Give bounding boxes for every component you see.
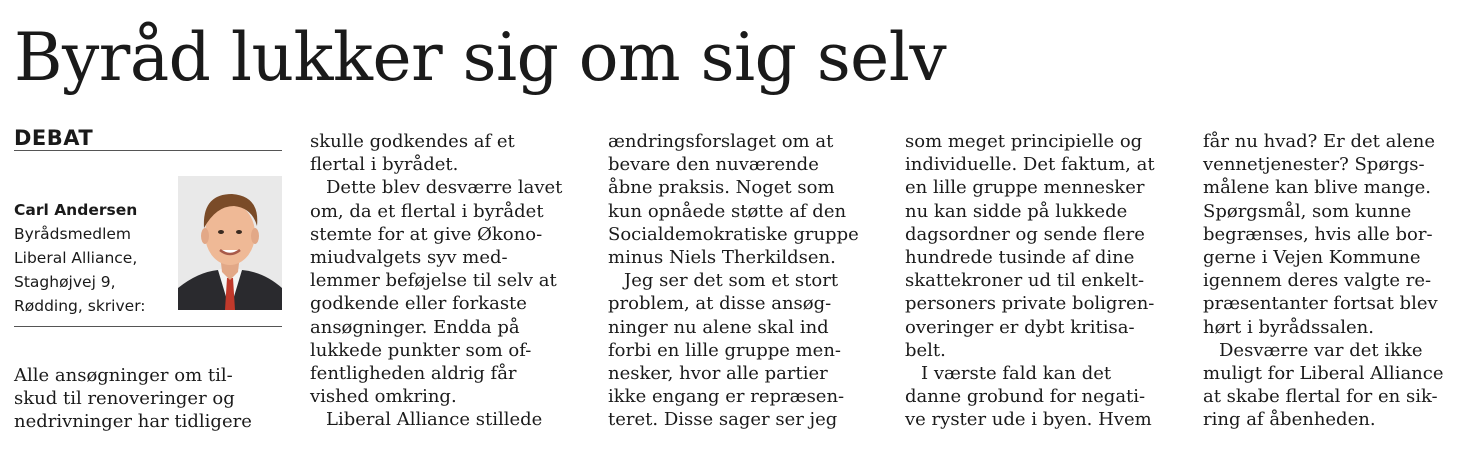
body-text-line: overinger er dybt kritisa- (905, 316, 1135, 338)
body-text-line: skattekroner ud til enkelt- (905, 270, 1145, 292)
body-text-line: Desværre var det ikke (1219, 339, 1423, 361)
body-text-line: nu kan sidde på lukkede (905, 200, 1128, 222)
body-text-line: ring af åbenheden. (1203, 409, 1376, 431)
author-name: Carl Andersen (14, 201, 138, 219)
body-text-line: individuelle. Det faktum, at (905, 154, 1155, 176)
body-column-2 (310, 130, 595, 431)
body-text-line: teret. Disse sager ser jeg (608, 409, 838, 431)
body-text-line: hundrede tusinde af dine (905, 246, 1135, 268)
body-text-line: nesker, hvor alle partier (608, 362, 828, 384)
body-text-line: ve ryster ude i byen. Hvem (905, 409, 1152, 431)
headline: Byråd lukker sig om sig selv (14, 19, 947, 96)
author-photo (178, 176, 282, 310)
author-byline (14, 198, 174, 318)
body-text-line: lukkede punkter som of- (310, 339, 532, 361)
body-text-line: vennetjenester? Spørgs- (1203, 154, 1425, 176)
body-text-line: Spørgsmål, som kunne (1203, 200, 1412, 222)
body-column-4 (905, 130, 1190, 431)
body-text-line: vished omkring. (310, 386, 457, 408)
body-text-line: skulle godkendes af et (310, 131, 515, 152)
body-column-1 (14, 364, 299, 434)
body-text-line: hørt i byrådssalen. (1203, 316, 1374, 338)
body-text-line: ikke engang er repræsen- (608, 386, 845, 408)
body-text-line: målene kan blive mange. (1203, 177, 1431, 199)
body-text-line: en lille gruppe mennesker (905, 177, 1145, 199)
author-title: Byrådsmedlem (14, 225, 132, 243)
body-text-line: fentligheden aldrig får (310, 362, 517, 384)
author-party: Liberal Alliance, (14, 249, 138, 267)
section-rule-top (14, 150, 282, 151)
body-text-line: godkende eller forkaste (310, 293, 527, 315)
body-text-line: stemte for at give Økono- (310, 223, 543, 245)
body-text-line: muligt for Liberal Alliance (1203, 362, 1444, 384)
body-text-line: åbne praksis. Noget som (608, 177, 835, 199)
body-text-line: kun opnåede støtte af den (608, 200, 847, 222)
body-text-line: danne grobund for negati- (905, 386, 1146, 408)
body-text-line: om, da et flertal i byrådet (310, 200, 544, 222)
body-text-line: Jeg ser det som et stort (624, 270, 839, 292)
body-text-line: lemmer beføjelse til selv at (310, 270, 557, 292)
body-text-line: Socialdemokratiske gruppe (608, 223, 859, 245)
body-text-line: som meget principielle og (905, 131, 1143, 152)
body-text-line: flertal i byrådet. (310, 154, 459, 176)
body-text-line: Dette blev desværre lavet (326, 177, 563, 199)
body-text-line: igennem deres valgte re- (1203, 270, 1432, 292)
body-text-line: ansøgninger. Endda på (310, 316, 520, 338)
body-text-line: nedrivninger har tidligere (14, 411, 252, 433)
body-text-line: belt. (905, 339, 946, 361)
body-text-line: Liberal Alliance stillede (326, 409, 543, 431)
body-column-5 (1203, 130, 1483, 431)
body-text-line: skud til renoveringer og (14, 388, 235, 410)
body-text-line: at skabe flertal for en sik- (1203, 386, 1438, 408)
body-text-line: begrænses, hvis alle bor- (1203, 223, 1433, 245)
body-text-line: dagsordner og sende flere (905, 223, 1145, 245)
body-text-line: personers private boligren- (905, 293, 1155, 315)
body-text-line: gerne i Vejen Kommune (1203, 246, 1421, 268)
byline-rule-bottom (14, 326, 282, 327)
author-city: Rødding, skriver: (14, 297, 146, 315)
body-text-line: minus Niels Therkildsen. (608, 246, 836, 268)
author-address: Staghøjvej 9, (14, 273, 116, 291)
body-column-3 (608, 130, 893, 431)
body-text-line: miudvalgets syv med- (310, 246, 508, 268)
body-text-line: får nu hvad? Er det alene (1203, 131, 1435, 152)
body-text-line: præsentanter fortsat blev (1203, 293, 1438, 315)
body-text-line: ninger nu alene skal ind (608, 316, 829, 338)
body-text-line: I værste fald kan det (921, 362, 1112, 384)
body-text-line: problem, at disse ansøg- (608, 293, 832, 315)
body-text-line: bevare den nuværende (608, 154, 819, 176)
body-text-line: forbi en lille gruppe men- (608, 339, 842, 361)
body-text-line: ændringsforslaget om at (608, 131, 834, 152)
body-text-line: Alle ansøgninger om til- (14, 365, 233, 386)
section-label: DEBAT (14, 126, 94, 150)
